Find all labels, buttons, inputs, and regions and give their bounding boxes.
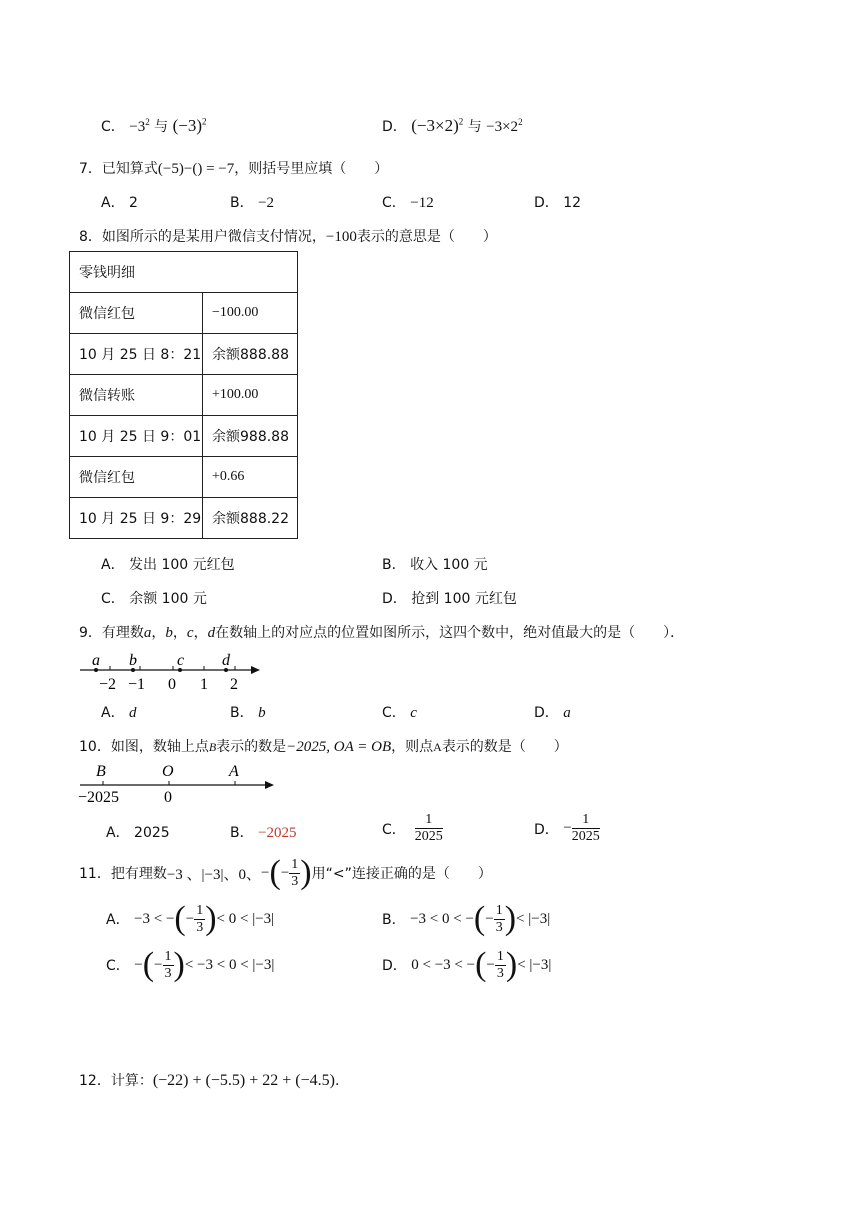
table-title: 零钱明细 bbox=[70, 252, 298, 293]
table-row: 10 月 25 日 8：21 余额888.88 bbox=[70, 334, 298, 375]
q7-stem: 7．已知算式(−5)−() = −7，则括号里应填（ ） bbox=[79, 161, 389, 177]
q10-option-d: D． − $\frac{1}{2025}$ bbox=[534, 812, 600, 844]
tick-label: 0 bbox=[168, 676, 176, 693]
q10-option-c: C． $\frac{1}{2025}$ bbox=[382, 812, 443, 844]
q6-optd-expr-b: $-3\times 2^2$ bbox=[486, 117, 523, 135]
tick-label: −2 bbox=[99, 676, 117, 693]
q6-option-c: C． $-3^2$ 与 $(-3)^2$ bbox=[101, 116, 207, 135]
q8-option-b: B． 收入 100 元 bbox=[382, 557, 488, 573]
tick-label: 0 bbox=[164, 789, 172, 806]
q8-option-c: C． 余额 100 元 bbox=[101, 591, 207, 607]
q9-option-c: C． c bbox=[382, 705, 417, 721]
q7-option-c: C． −12 bbox=[382, 195, 434, 211]
q10-option-a: A． 2025 bbox=[106, 825, 170, 841]
q7-option-a: A． 2 bbox=[101, 195, 138, 211]
tick-label: −2025 bbox=[78, 789, 120, 806]
q7-option-b: B． −2 bbox=[230, 195, 275, 211]
q10-number-line bbox=[76, 760, 282, 806]
point-label-d: d bbox=[222, 652, 230, 669]
point-label-b: B bbox=[96, 763, 106, 780]
point-label-o: O bbox=[162, 763, 174, 780]
point-label-c: c bbox=[177, 652, 185, 669]
q8-option-a: A． 发出 100 元红包 bbox=[101, 557, 235, 573]
tick-label: 1 bbox=[200, 676, 208, 693]
q11-option-b: B． −3 < 0 < − ( − $\frac{1}{3}$ ) < |−3| bbox=[382, 900, 551, 937]
table-row: 微信红包 +0.66 bbox=[70, 457, 298, 498]
q9-option-a: A． d bbox=[101, 705, 137, 721]
tick-label: −1 bbox=[128, 676, 146, 693]
table-row: 微信转账 +100.00 bbox=[70, 375, 298, 416]
payment-table bbox=[69, 251, 298, 539]
point-label-a: a bbox=[92, 652, 100, 669]
table-row bbox=[70, 252, 298, 293]
table-row: 10 月 25 日 9：29 余额888.22 bbox=[70, 498, 298, 539]
q6-option-d: D． $(-3\times 2)^2$ 与 $-3\times 2^2$ bbox=[382, 116, 523, 135]
table-row: 10 月 25 日 9：01 余额988.88 bbox=[70, 416, 298, 457]
q9-option-b: B． b bbox=[230, 705, 266, 721]
point-label-a: A bbox=[229, 763, 239, 780]
q8-stem: 8．如图所示的是某用户微信支付情况，−100表示的意思是（ ） bbox=[79, 229, 497, 245]
point-label-b: b bbox=[129, 652, 137, 669]
q7-option-d: D． 12 bbox=[534, 195, 582, 211]
q10-stem: 10．如图，数轴上点B表示的数是−2025, OA = OB，则点A表示的数是（ ） bbox=[79, 739, 568, 755]
q8-option-d: D． 抢到 100 元红包 bbox=[382, 591, 517, 607]
q10-option-b: B． −2025 bbox=[230, 825, 297, 841]
q6-optc-expr-a: $-3^2$ bbox=[129, 117, 150, 135]
q9-option-d: D． a bbox=[534, 705, 571, 721]
q9-stem: 9．有理数a，b，c，d在数轴上的对应点的位置如图所示，这四个数中，绝对值最大的是（ ）． bbox=[79, 625, 685, 641]
q11-stem: 11．把有理数 −3 、|−3|、0、 − ( − $\frac{1}{3}$ ) 用“<”连接正确的是（ ） bbox=[79, 854, 492, 891]
q11-option-c: C． − ( − $\frac{1}{3}$ ) < −3 < 0 < |−3| bbox=[106, 946, 275, 983]
fraction: $\frac{1}{2025}$ bbox=[571, 812, 600, 844]
q11-option-d: D． 0 < −3 < − ( − $\frac{1}{3}$ ) < |−3| bbox=[382, 946, 552, 983]
q12-stem: 12．计算：(−22) + (−5.5) + 22 + (−4.5). bbox=[79, 1072, 340, 1089]
q6-optd-expr-a: $(-3\times 2)^2$ bbox=[411, 116, 464, 135]
q9-number-line bbox=[76, 646, 266, 694]
q6-optc-expr-b: $(-3)^2$ bbox=[172, 116, 207, 135]
q11-option-a: A． −3 < − ( − $\frac{1}{3}$ ) < 0 < |−3| bbox=[106, 900, 275, 937]
fraction: $\frac{1}{3}$ bbox=[291, 856, 299, 889]
fraction: $\frac{1}{2025}$ bbox=[414, 812, 443, 844]
table-row: 微信红包 −100.00 bbox=[70, 293, 298, 334]
tick-label: 2 bbox=[230, 676, 238, 693]
